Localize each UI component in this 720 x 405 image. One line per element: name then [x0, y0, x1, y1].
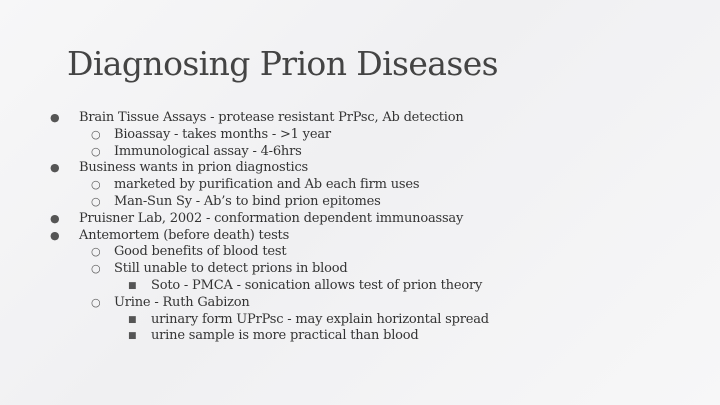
- hollow-circle-bullet-icon: ○: [91, 178, 101, 192]
- hollow-circle-bullet-icon: ○: [91, 245, 101, 259]
- hollow-circle-bullet-icon: ○: [91, 144, 101, 158]
- square-bullet-icon: ■: [128, 331, 137, 342]
- bullet-text: Brain Tissue Assays - protease resistant PrPsc, Ab detection: [79, 110, 464, 125]
- bullet-list: [50, 110, 710, 345]
- bullet-item-level-2: [50, 177, 710, 194]
- bullet-text: Good benefits of blood test: [114, 244, 287, 260]
- hollow-circle-bullet-icon: ○: [91, 127, 101, 141]
- bullet-item-level-2: [50, 295, 710, 312]
- bullet-item-level-2: [50, 127, 710, 144]
- bullet-text: urine sample is more practical than blood: [151, 328, 419, 344]
- bullet-text: urinary form UPrPsc - may explain horizontal spread: [151, 311, 489, 327]
- bullet-text: Immunological assay - 4-6hrs: [114, 143, 302, 159]
- bullet-item-level-3: [50, 312, 710, 329]
- bullet-text: Bioassay - takes months - >1 year: [114, 126, 331, 142]
- square-bullet-icon: ■: [128, 280, 137, 291]
- bullet-item-level-3: [50, 278, 710, 295]
- bullet-item-level-1: [50, 110, 710, 127]
- square-bullet-icon: ■: [128, 314, 137, 325]
- filled-circle-bullet-icon: ●: [50, 211, 60, 225]
- bullet-text: Antemortem (before death) tests: [79, 227, 290, 243]
- slide-title: Diagnosing Prion Diseases: [67, 44, 498, 83]
- bullet-item-level-2: [50, 194, 710, 211]
- bullet-text: Urine - Ruth Gabizon: [114, 294, 250, 310]
- bullet-text: Business wants in prion diagnostics: [79, 160, 309, 176]
- bullet-item-level-3: [50, 328, 710, 345]
- hollow-circle-bullet-icon: ○: [91, 194, 101, 208]
- bullet-item-level-1: [50, 228, 710, 245]
- bullet-item-level-1: [50, 160, 710, 177]
- bullet-text: Still unable to detect prions in blood: [114, 261, 348, 277]
- hollow-circle-bullet-icon: ○: [91, 295, 101, 309]
- filled-circle-bullet-icon: ●: [50, 161, 60, 175]
- bullet-item-level-2: [50, 144, 710, 161]
- filled-circle-bullet-icon: ●: [50, 111, 60, 124]
- bullet-text: Soto - PMCA - sonication allows test of prion theory: [151, 277, 483, 293]
- filled-circle-bullet-icon: ●: [50, 228, 60, 242]
- bullet-text: Man-Sun Sy - Ab’s to bind prion epitomes: [114, 193, 381, 209]
- bullet-item-level-1: [50, 211, 710, 228]
- bullet-item-level-2: [50, 244, 710, 261]
- bullet-text: marketed by purification and Ab each firm uses: [114, 177, 420, 193]
- bullet-item-level-2: [50, 261, 710, 278]
- bullet-text: Pruisner Lab, 2002 - conformation dependent immunoassay: [79, 210, 464, 226]
- hollow-circle-bullet-icon: ○: [91, 262, 101, 276]
